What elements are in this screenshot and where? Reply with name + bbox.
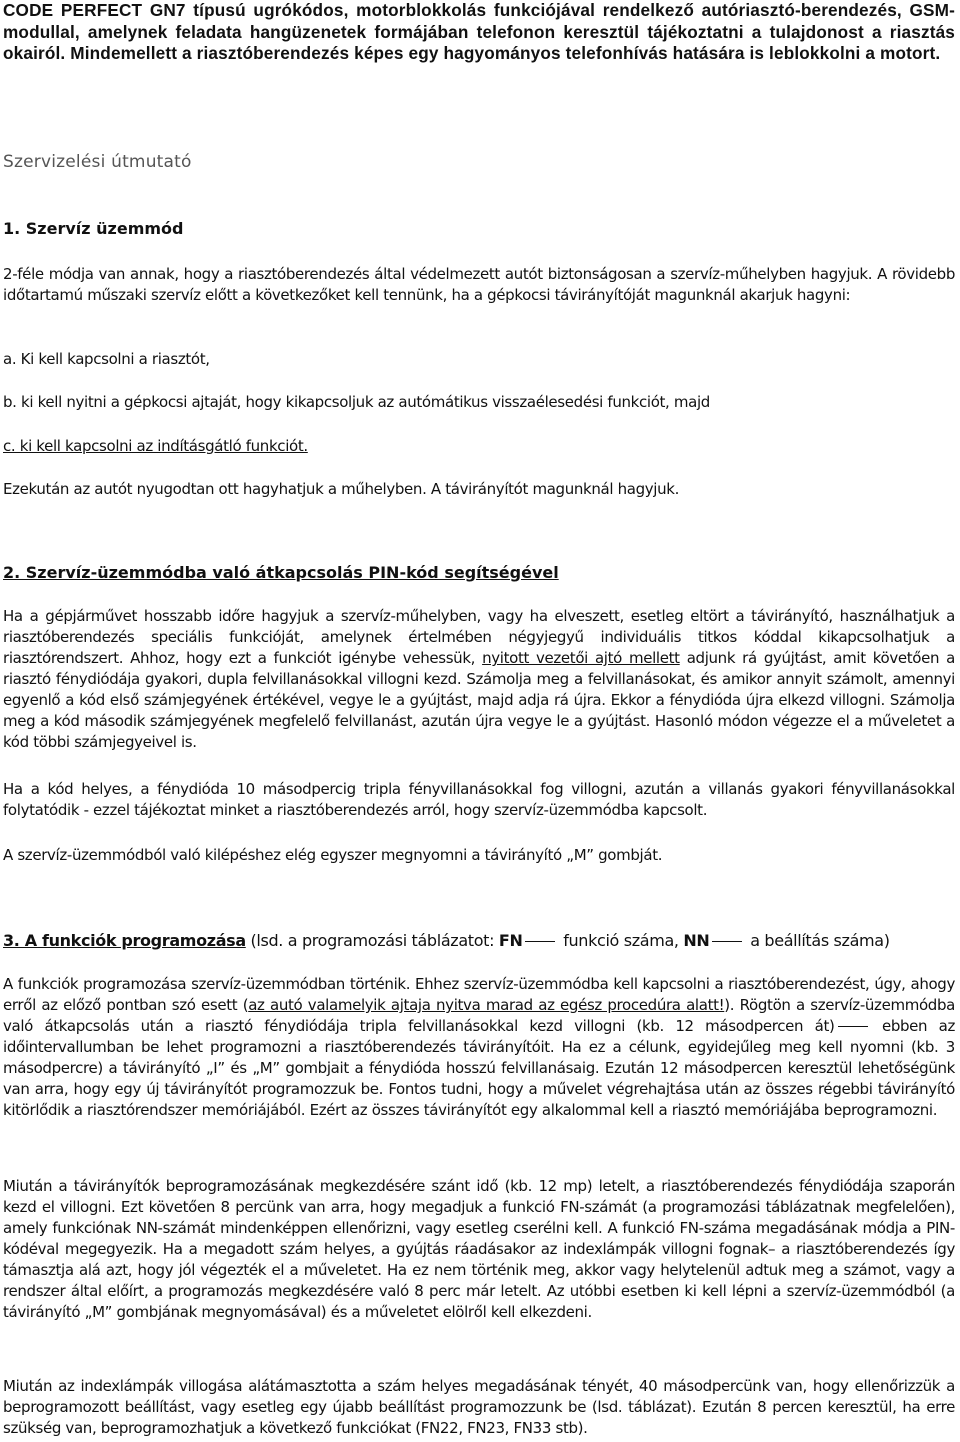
section-3-heading-fn: FN <box>498 931 523 950</box>
section-3-heading-bold: 3. A funkciók programozása <box>3 931 246 950</box>
section-2-paragraph-1-text-b: adjunk rá gyújtást, amit követően a riasztó fénydiódája gyakori, dupla felvillanásokkal villogni kezd. Számolja meg a felvillanásokat, és amikor annyit számolt, amennyi egyenlő a kód első számjegyének értékével, vegye le a gyújtást, majd adja rá újra. Ekkor a fénydióda újra elkezd villogni. Számolja meg a kód második számjegyének megfelelő felvillanást, azután újra vegye le a gyújtást. Hasonló módon végezze el a műveletet a kód többi számjegyeivel is. <box>3 649 955 751</box>
section-3-paragraph-2: Miután a távirányítók beprogramozásának megkezdésére szánt idő (kb. 12 mp) letelt, a riasztóberendezés fénydiódája szaporán kezd el villogni. Ezt követően 8 percünk van arra, hogy megadjuk a funkció FN-számát (a programozási táblázatnak megfelelően), amely funkciónak NN-számát mindenképpen ellenőrizni, vagy esetleg cserélni kell. A funkció FN-száma megadásának módja a PIN-kódéval megegyezik. Ha a megadott szám helyes, a gyújtás ráadásakor az indexlámpák villogni fognak– a riasztóberendezés így támasztja alá azt, hogy jól végezték el a műveletet. Ha ez nem történik meg, akkor vagy helytelenül adtuk meg a számot, vagy a rendszer által előírt, a programozás megkezdésére való 8 perc már letelt. Az utóbbi esetben ki kell lépni a szervíz-üzemmódból (a távirányító „M” gombjának megnyomásával) és a műveletet elölről kell elkezdeni. <box>3 1177 955 1321</box>
section-3-paragraph-1-underlined: az autó valamelyik ajtaja nyitva marad az egész procedúra alatt! <box>248 996 725 1014</box>
section-2-heading: 2. Szervíz-üzemmódba való átkapcsolás PIN-kód segítségével <box>3 563 559 582</box>
section-3-paragraph-1 <box>3 974 955 1121</box>
dash-separator <box>712 941 742 942</box>
section-3-heading-nn: NN <box>683 931 710 950</box>
document-subtitle: Szervizelési útmutató <box>3 152 192 172</box>
section-1-step-a: a. Ki kell kapcsolni a riasztót, <box>3 350 210 368</box>
section-3-paragraph-1-text-a: A funkciók programozása szervíz-üzemmódban történik. Ehhez szervíz-üzemmódba kell kapcsolni a riasztóberendezést, úgy, ahogy erről az előző pontban szó esett ( <box>3 975 955 1014</box>
section-3-heading <box>3 930 890 951</box>
section-3-heading-text-1: (lsd. a programozási táblázatot: <box>245 931 499 950</box>
section-3-paragraph-3: Miután az indexlámpák villogása alátámasztotta a szám helyes megadásának tényét, 40 másodpercünk van, hogy ellenőrizzük a beprogramozott beállítást, vagy esetleg egy újabb beállítást programozzunk be (lsd. táblázat). Ezután 8 percen keresztül, ha erre szükség van, beprogramozhatjuk a következő funkciókat (FN22, FN23, FN33 stb). <box>3 1377 955 1437</box>
section-1-paragraph-2: Ezekután az autót nyugodtan ott hagyhatjuk a műhelyben. A távirányítót magunknál hagyjuk. <box>3 480 680 498</box>
section-1-heading: 1. Szervíz üzemmód <box>3 219 184 238</box>
section-3-paragraph-1-text-b: ). Rögtön a szervíz-üzemmódba való átkapcsolás után a riasztó fénydiódája tripla felvillanásokkal kezd villogni (kb. 12 másodpercen át) <box>3 996 955 1035</box>
intro-paragraph: CODE PERFECT GN7 típusú ugrókódos, motorblokkolás funkciójával rendelkező autóriasztó-berendezés, GSM-modullal, amelynek feladata hangüzenetek formájában telefonon keresztül tájékoztatni a tulajdonost a riasztás okairól. Mindemellett a riasztóberendezés képes egy hagyományos telefonhívás hatására is leblokkolni a motort. <box>3 0 955 63</box>
section-2-paragraph-1-underlined: nyitott vezetői ajtó mellett <box>482 649 680 667</box>
section-2-paragraph-1 <box>3 606 955 753</box>
section-2-paragraph-3: A szervíz-üzemmódból való kilépéshez elég egyszer megnyomni a távirányító „M” gombját. <box>3 846 663 864</box>
section-2-paragraph-2: Ha a kód helyes, a fénydióda 10 másodpercig tripla fényvillanásokkal fog villogni, azután a villanás gyakori fényvillanásokkal folytatódik - ezzel tájékoztat minket a riasztóberendezés arról, hogy szervíz-üzemmódba kapcsolt. <box>3 780 955 819</box>
section-3-heading-text-2: funkció száma, <box>558 931 684 950</box>
section-1-step-c: c. ki kell kapcsolni az indításgátló funkciót. <box>3 437 308 455</box>
section-2-paragraph-1-text-a: Ha a gépjárművet hosszabb időre hagyjuk a szervíz-műhelyben, vagy ha elveszett, esetleg eltört a távirányító, használhatjuk a riasztóberendezés speciális funkcióját, amelynek értelmében négyjegyű individuális titkos kóddal kikapcsolhatjuk a riasztórendszert. Ahhoz, hogy ezt a funkciót igénybe vehessük, <box>3 607 955 667</box>
section-3-paragraph-1-text-c: ebben az időintervallumban be lehet programozni a riasztóberendezés távirányítóit. Ha ez a célunk, egyidejűleg meg kell nyomni (kb. 3 másodpercre) a távirányító „I” és „M” gombjait a fénydióda hosszú felvillanásaig. Ezután 12 másodpercen keresztül lehetőségünk van arra, hogy egy új távirányítót programozzuk be. Fontos tudni, hogy a művelet végrehajtása után az összes régebbi távirányító kitörlődik a riasztórendszer memóriájából. Ezért az összes távirányítót egy alkalommal kell a riasztó memóriájába beprogramozni. <box>3 1017 955 1119</box>
section-3-heading-text-3: a beállítás száma) <box>745 931 890 950</box>
section-1-step-b: b. ki kell nyitni a gépkocsi ajtaját, hogy kikapcsoljuk az autómátikus visszaélesedési funkciót, majd <box>3 393 710 411</box>
section-1-paragraph-1: 2-féle módja van annak, hogy a riasztóberendezés által védelmezett autót biztonságosan a szervíz-műhelyben hagyjuk. A rövidebb időtartamú műszaki szervíz előtt a következőket kell tennünk, ha a gépkocsi távirányítóját magunknál akarjuk hagyni: <box>3 265 955 304</box>
dash-separator <box>838 1026 868 1027</box>
dash-separator <box>525 941 555 942</box>
